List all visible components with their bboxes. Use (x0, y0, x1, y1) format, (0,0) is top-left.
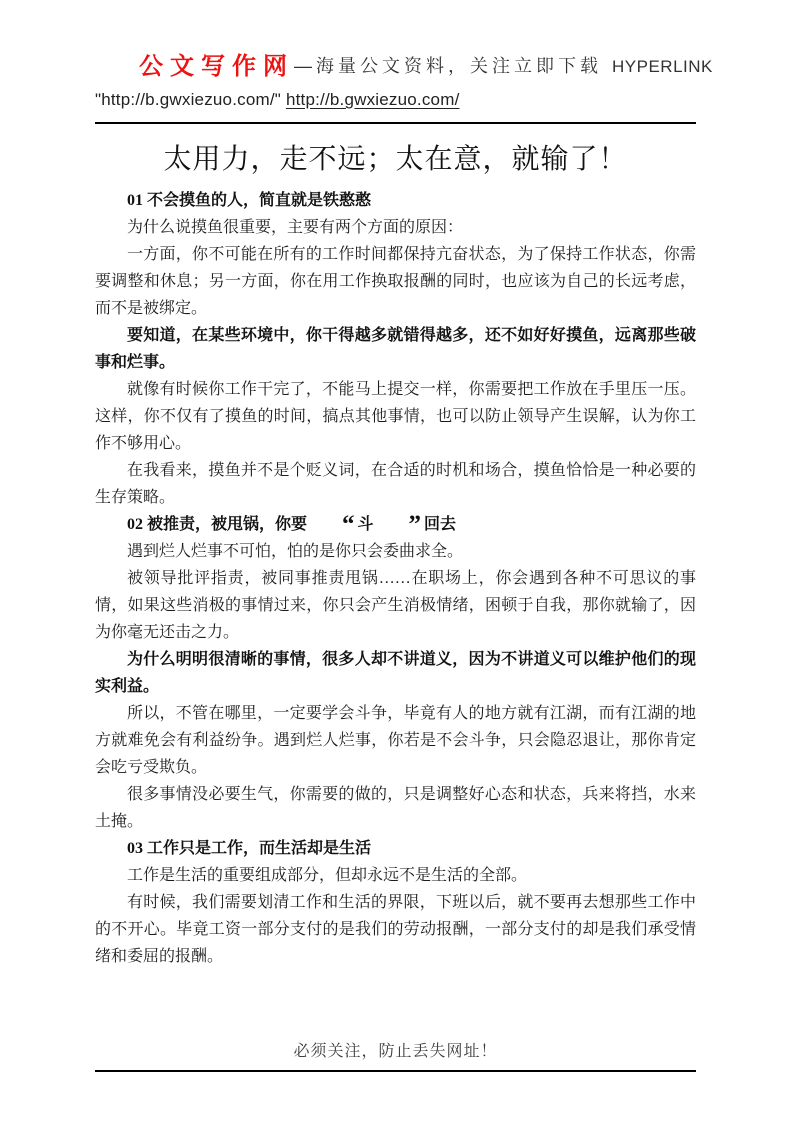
hyperlink-field-label: HYPERLINK (612, 57, 713, 76)
paragraph: 在我看来，摸鱼并不是个贬义词，在合适的时机和场合，摸鱼恰恰是一种必要的生存策略。 (95, 462, 696, 506)
open-quote-mark: “ (342, 511, 355, 538)
article-title: 太用力，走不远；太在意，就输了！ (163, 144, 628, 175)
article-body (95, 187, 696, 970)
header-divider (95, 122, 696, 124)
heading-02-post: 回去 (424, 516, 457, 533)
hyperlink-url[interactable]: http://b.gwxiezuo.com/ (285, 90, 460, 109)
paragraph: 一方面，你不可能在所有的工作时间都保持亢奋状态，为了保持工作状态，你需要调整和休息；另一方面，你在用工作换取报酬的同时，也应该为自己的长远考虑，而不是被绑定。 (95, 246, 696, 317)
header-tagline: —海量公文资料，关注立即下载 (294, 56, 602, 76)
brand-logo-text: 公文写作网 (139, 53, 294, 80)
paragraph: 为什么说摸鱼很重要，主要有两个方面的原因： (127, 219, 464, 236)
heading-02-quoted-word: 斗 (357, 516, 374, 533)
paragraph: 遇到烂人烂事不可怕，怕的是你只会委曲求全。 (127, 543, 464, 560)
paragraph: 所以，不管在哪里，一定要学会斗争，毕竟有人的地方就有江湖，而有江湖的地方就难免会有利益纷争。遇到烂人烂事，你若是不会斗争，只会隐忍退让，那你肯定会吃亏受欺负。 (95, 705, 696, 776)
section-heading-02 (95, 511, 696, 538)
footer-divider (95, 1070, 696, 1072)
header-line-1 (95, 46, 713, 81)
paragraph: 有时候，我们需要划清工作和生活的界限，下班以后，就不要再去想那些工作中的不开心。毕竟工资一部分支付的是我们的劳动报酬，一部分支付的却是我们承受情绪和委屈的报酬。 (95, 894, 696, 965)
close-quote-mark: ” (408, 511, 422, 538)
paragraph-bold: 要知道，在某些环境中，你干得越多就错得越多，还不如好好摸鱼，远离那些破事和烂事。 (95, 327, 696, 371)
paragraph: 很多事情没必要生气，你需要的做的，只是调整好心态和状态，兵来将挡，水来土掩。 (95, 786, 696, 830)
paragraph: 就像有时候你工作干完了，不能马上提交一样，你需要把工作放在手里压一压。这样，你不仅有了摸鱼的时间，搞点其他事情，也可以防止领导产生误解，认为你工作不够用心。 (95, 381, 696, 452)
section-heading-03: 03 工作只是工作，而生活却是生活 (127, 840, 372, 857)
hyperlink-url-quoted: "http://b.gwxiezuo.com/" (95, 90, 282, 109)
footer-note: 必须关注，防止丢失网址！ (293, 1043, 498, 1060)
heading-02-pre: 02 被推责，被甩锅，你要 (127, 516, 308, 533)
paragraph: 工作是生活的重要组成部分，但却永远不是生活的全部。 (127, 867, 528, 884)
section-heading-01: 01 不会摸鱼的人，简直就是铁憨憨 (127, 192, 372, 209)
header-line-2 (95, 90, 696, 110)
page-header (95, 46, 713, 110)
paragraph: 被领导批评指责，被同事推责甩锅……在职场上，你会遇到各种不可思议的事情，如果这些消极的事情过来，你只会产生消极情绪，困顿于自我，那你就输了，因为你毫无还击之力。 (95, 570, 696, 641)
paragraph-bold: 为什么明明很清晰的事情，很多人却不讲道义，因为不讲道义可以维护他们的现实利益。 (95, 651, 696, 695)
